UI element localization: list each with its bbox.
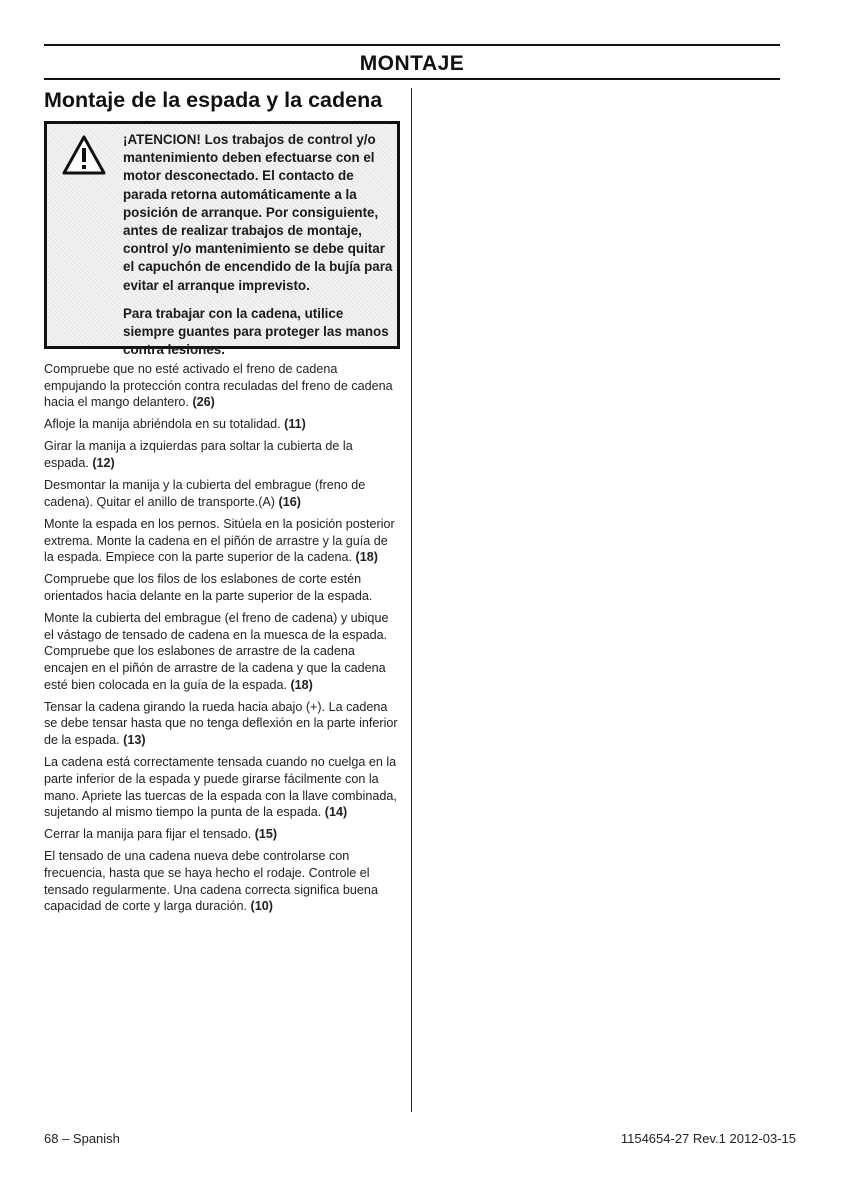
figure-ref: (18) xyxy=(355,550,378,565)
step-paragraph: Compruebe que los filos de los eslabones de corte estén orientados hacia delante en la parte superior de la espada. xyxy=(44,572,373,603)
figure-ref: (10) xyxy=(250,899,273,914)
figure-ref: (11) xyxy=(284,417,306,432)
figure-ref: (18) xyxy=(290,677,313,692)
header-top-rule xyxy=(44,44,780,46)
step-paragraph: Desmontar la manija y la cubierta del embrague (freno de cadena). Quitar el anillo de transporte.(A) (16) xyxy=(44,478,366,509)
section-header: MONTAJE xyxy=(359,52,465,75)
warning-paragraph-2: Para trabajar con la cadena, utilice siempre guantes para proteger las manos contra lesiones. xyxy=(123,305,389,358)
step-paragraph: Cerrar la manija para fijar el tensado. (15) xyxy=(44,827,278,842)
page-title: Montaje de la espada y la cadena xyxy=(44,88,383,112)
step-paragraph: Monte la espada en los pernos. Sitúela en la posición posterior extrema. Monte la cadena en el piñón de arrastre y la guía de la espada. Empiece con la parte superior de la cadena. (18) xyxy=(44,516,395,565)
step-paragraph: Afloje la manija abriéndola en su totalidad. (11) xyxy=(44,417,306,432)
figure-ref: (12) xyxy=(92,456,115,471)
warning-box xyxy=(44,121,400,358)
instruction-steps xyxy=(44,361,400,920)
figure-ref: (16) xyxy=(278,494,301,509)
warning-triangle-icon xyxy=(61,134,107,176)
figure-ref: (26) xyxy=(192,395,215,410)
step-paragraph: Tensar la cadena girando la rueda hacia abajo (+). La cadena se debe tensar hasta que no tenga deflexión en la parte inferior de la espada. (13) xyxy=(44,699,398,748)
warning-paragraph-1: ¡ATENCION! Los trabajos de control y/o mantenimiento deben efectuarse con el motor desconectado. El contacto de parada retorna automáticamente a la posición de arranque. Por consiguiente, antes de realizar trabajos de montaje, control y/o mantenimiento se debe quitar el capuchón de encendido de la bujía para evitar el arranque imprevisto. xyxy=(123,132,393,293)
column-divider xyxy=(411,88,412,1112)
page-number: 68 – Spanish xyxy=(44,1131,120,1146)
step-paragraph: Monte la cubierta del embrague (el freno de cadena) y ubique el vástago de tensado de cadena en la muesca de la espada. Compruebe que los eslabones de arrastre de la cadena encajen en el piñón de arrastre de la cadena y que la cadena esté bien colocada en la guía de la espada. (18) xyxy=(44,610,389,692)
figure-ref: (14) xyxy=(324,805,348,820)
header-bottom-rule xyxy=(44,78,780,80)
step-paragraph: La cadena está correctamente tensada cuando no cuelga en la parte inferior de la espada y puede girarse fácilmente con la mano. Apriete las tuercas de la espada con la llave combinada, sujetando al mismo tiempo la punta de la espada. (14) xyxy=(44,755,397,820)
figure-ref: (15) xyxy=(254,827,278,842)
step-paragraph: El tensado de una cadena nueva debe controlarse con frecuencia, hasta que se haya hecho el rodaje. Controle el tensado regularmente. Una cadena correcta significa buena capacidad de corte y larga duración. (10) xyxy=(44,849,378,914)
step-paragraph: Girar la manija a izquierdas para soltar la cubierta de la espada. (12) xyxy=(44,439,353,471)
warning-text xyxy=(123,131,395,359)
figure-ref: (13) xyxy=(123,733,146,748)
step-paragraph: Compruebe que no esté activado el freno de cadena empujando la protección contra reculadas del freno de cadena hacia el mango delantero. (26) xyxy=(44,362,393,410)
document-reference: 1154654-27 Rev.1 2012-03-15 xyxy=(620,1131,796,1146)
